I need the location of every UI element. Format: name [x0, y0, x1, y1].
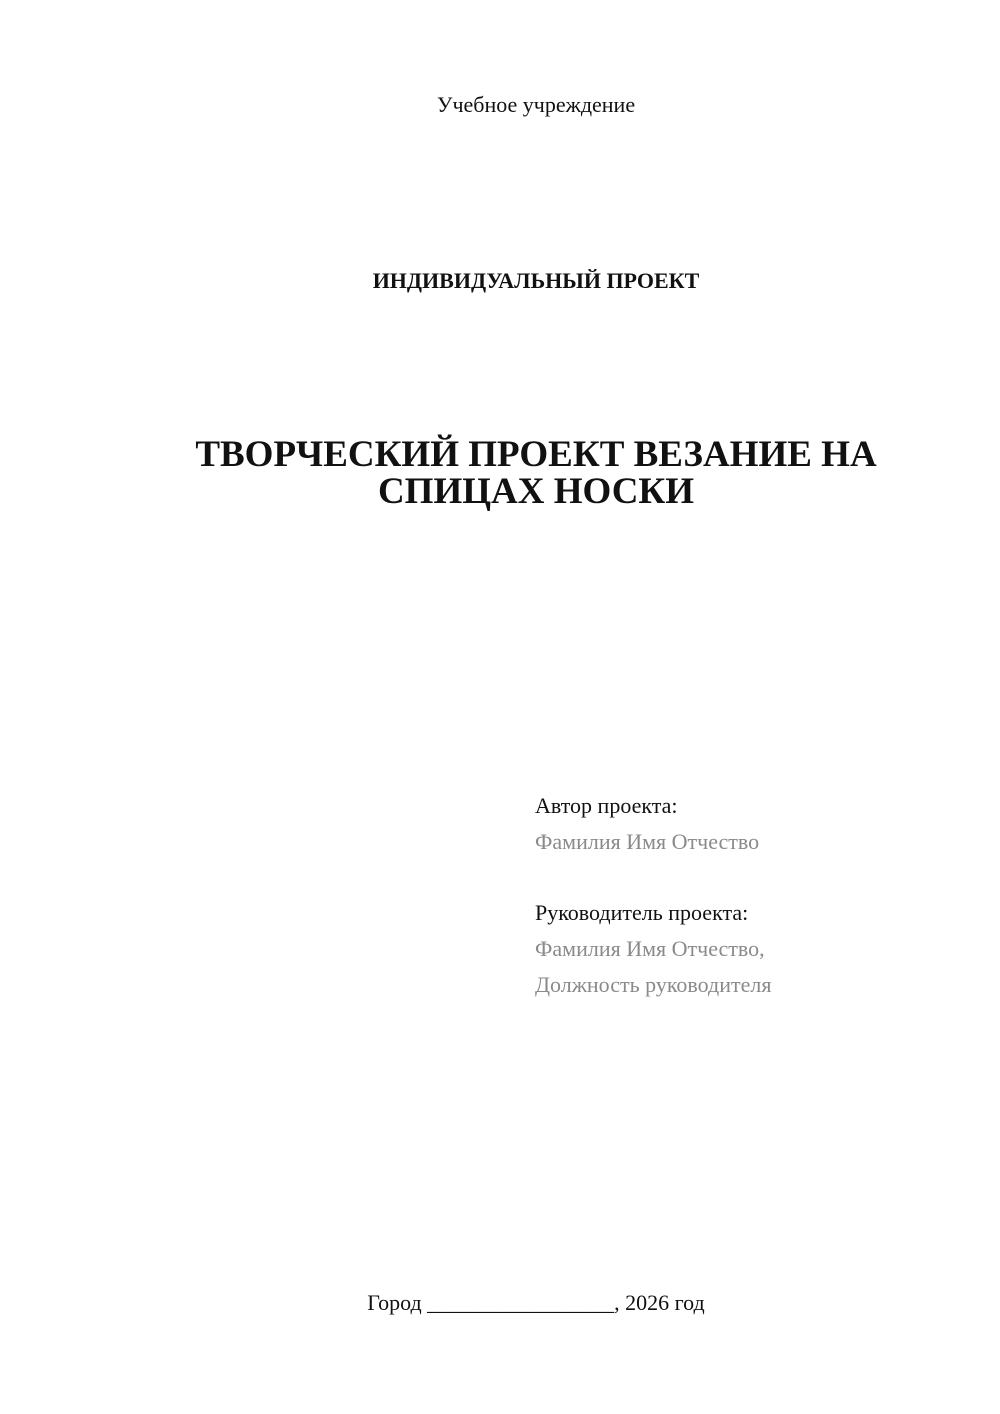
project-title-line-1: ТВОРЧЕСКИЙ ПРОЕКТ ВЕЗАНИЕ НА: [195, 434, 877, 475]
institution-name: Учебное учреждение: [436, 92, 636, 117]
city-year-line: Город _________________, 2026 год: [367, 1290, 705, 1315]
author-label: Автор проекта:: [535, 793, 678, 818]
author-name: Фамилия Имя Отчество: [535, 829, 760, 854]
supervisor-label: Руководитель проекта:: [535, 900, 749, 925]
credits-block: [535, 788, 975, 1003]
project-title-line-2: СПИЦАХ НОСКИ: [377, 471, 695, 512]
project-title: [150, 436, 922, 510]
document-type: ИНДИВИДУАЛЬНЫЙ ПРОЕКТ: [372, 268, 700, 293]
supervisor-position: Должность руководителя: [535, 972, 772, 997]
credits-spacer: [535, 860, 975, 895]
supervisor-name: Фамилия Имя Отчество,: [535, 936, 765, 961]
